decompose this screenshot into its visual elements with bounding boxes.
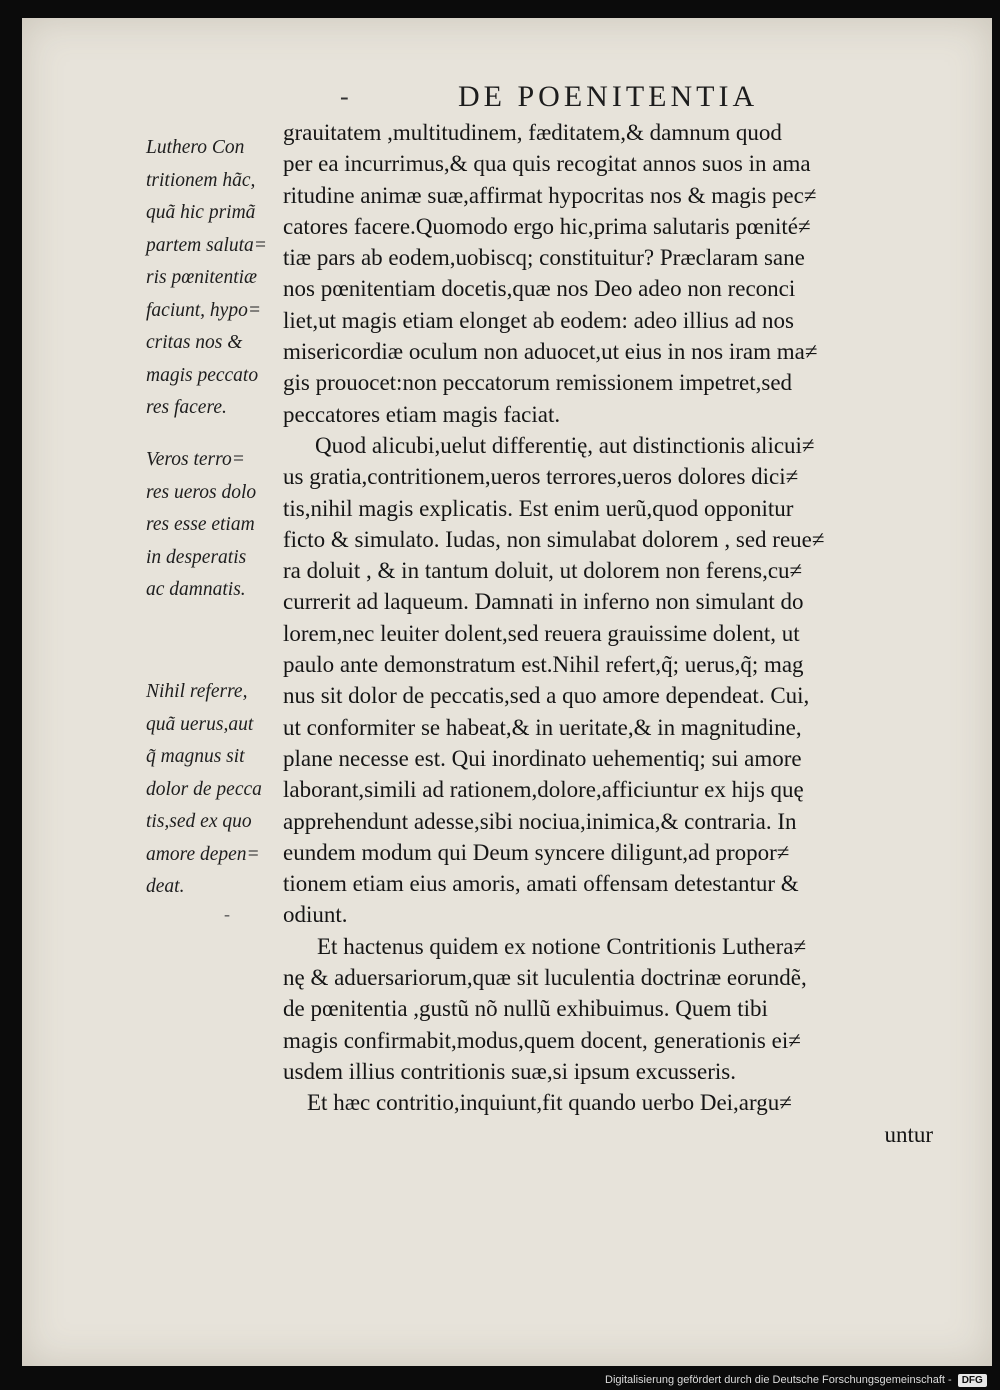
text-line: plane necesse est. Qui inordinato uehementiq; sui amore (283, 745, 802, 771)
text-line: ficto & simulato. Iudas, non simulabat dolorem , sed reue≠ (283, 526, 825, 552)
text-line: odiunt. (283, 902, 348, 928)
margin-note-line: Veros terro= (146, 449, 245, 470)
text-line: apprehendunt adesse,sibi nociua,inimica,& contraria. In (283, 808, 797, 834)
margin-note-line: ris pœnitentiæ (146, 267, 258, 288)
margin-note-line: res ueros dolo (146, 481, 257, 503)
margin-note-line: ac damnatis. (146, 579, 246, 600)
margin-note-line: quã hic primã (146, 202, 256, 223)
margin-note-line: dolor de pecca (146, 778, 262, 800)
text-line: ritudine animæ suæ,affirmat hypocritas nos & magis pec≠ (283, 182, 817, 208)
margin-note-1 (146, 132, 267, 425)
margin-note-line: deat. (146, 876, 185, 897)
margin-note-line: tis,sed ex quo (146, 811, 252, 832)
header-dash: - (340, 82, 349, 111)
margin-note-line: Luthero Con (146, 137, 245, 158)
text-line: tionem etiam eius amoris, amati offensam detestantur & (283, 871, 799, 897)
page-title: DE POENITENTIA (458, 80, 759, 113)
text-line: ut conformiter se habeat,& in ueritate,& in magnitudine, (283, 714, 802, 740)
footer-text: Digitalisierung gefördert durch die Deutsche Forschungsgemeinschaft - (605, 1374, 952, 1386)
text-line: Et hæc contritio,inquiunt,fit quando uerbo Dei,argu≠ (307, 1090, 792, 1116)
catchword: untur (884, 1121, 933, 1147)
text-line: nę & aduersariorum,quæ sit luculentia doctrinæ eorundẽ, (283, 965, 807, 991)
margin-note-line: faciunt, hypo= (146, 299, 261, 321)
text-line: catores facere.Quomodo ergo hic,prima salutaris pœnité≠ (283, 213, 811, 239)
margin-note-line: tritionem hãc, (146, 169, 256, 191)
text-line: us gratia,contritionem,ueros terrores,ueros dolores dici≠ (283, 464, 799, 490)
margin-note-line: partem saluta= (146, 234, 267, 256)
text-line: grauitatem ,multitudinem, fæditatem,& damnum quod (283, 120, 782, 145)
margin-note-line: res facere. (146, 397, 227, 418)
text-line: tiæ pars ab eodem,uobiscq; constituitur? Præclaram sane (283, 245, 805, 271)
margin-note-line: quã uerus,aut (146, 713, 254, 735)
text-line: usdem illius contritionis suæ,si ipsum excusseris. (283, 1058, 736, 1084)
stray-mark: - (224, 904, 230, 924)
text-line: lorem,nec leuiter dolent,sed reuera grauissime dolent, ut (283, 620, 800, 646)
margin-note-2 (146, 444, 256, 607)
text-line: gis prouocet:non peccatorum remissionem impetret,sed (283, 370, 793, 396)
text-line: eundem modum qui Deum syncere diligunt,ad propor≠ (283, 839, 790, 865)
text-line: liet,ut magis etiam elonget ab eodem: adeo illius ad nos (283, 307, 794, 333)
text-line: ra doluit , & in tantum doluit, ut dolorem non ferens,cu≠ (283, 558, 803, 584)
text-line: paulo ante demonstratum est.Nihil refert,q̃; uerus,q̃; mag (283, 652, 804, 678)
text-line: magis confirmabit,modus,quem docent, generationis ei≠ (283, 1027, 801, 1053)
margin-note-line: res esse etiam (146, 514, 255, 535)
text-line: nus sit dolor de peccatis,sed a quo amore dependeat. Cui, (283, 683, 810, 709)
margin-note-line: in desperatis (146, 546, 247, 568)
footer-credit (605, 1370, 987, 1390)
margin-note-line: q̃ magnus sit (146, 746, 245, 767)
text-line: de pœnitentia ,gustũ nõ nullũ exhibuimus. Quem tibi (283, 996, 768, 1022)
margin-note-line: critas nos & (146, 332, 243, 353)
text-line: laborant,simili ad rationem,dolore,afficiuntur ex hijs quę (283, 777, 804, 803)
text-line: Et hactenus quidem ex notione Contritionis Luthera≠ (317, 933, 807, 959)
body-text (283, 117, 943, 1150)
text-line: tis,nihil magis explicatis. Est enim uerũ,quod opponitur (283, 495, 794, 521)
text-line: misericordiæ oculum non aduocet,ut eius in nos iram ma≠ (283, 339, 818, 365)
text-line: peccatores etiam magis faciat. (283, 401, 561, 427)
margin-note-line: amore depen= (146, 843, 260, 865)
text-line: per ea incurrimus,& qua quis recogitat annos suos in ama (283, 151, 811, 177)
text-line: currerit ad laqueum. Damnati in inferno non simulant do (283, 589, 804, 615)
text-line: nos pœnitentiam docetis,quæ nos Deo adeo non reconci (283, 276, 796, 302)
text-line: Quod alicubi,uelut differentię, aut distinctionis alicui≠ (315, 432, 815, 458)
margin-note-line: magis peccato (146, 364, 259, 386)
margin-note-line: Nihil referre, (146, 681, 248, 702)
dfg-logo: DFG (958, 1374, 987, 1387)
margin-note-3 (146, 676, 262, 904)
